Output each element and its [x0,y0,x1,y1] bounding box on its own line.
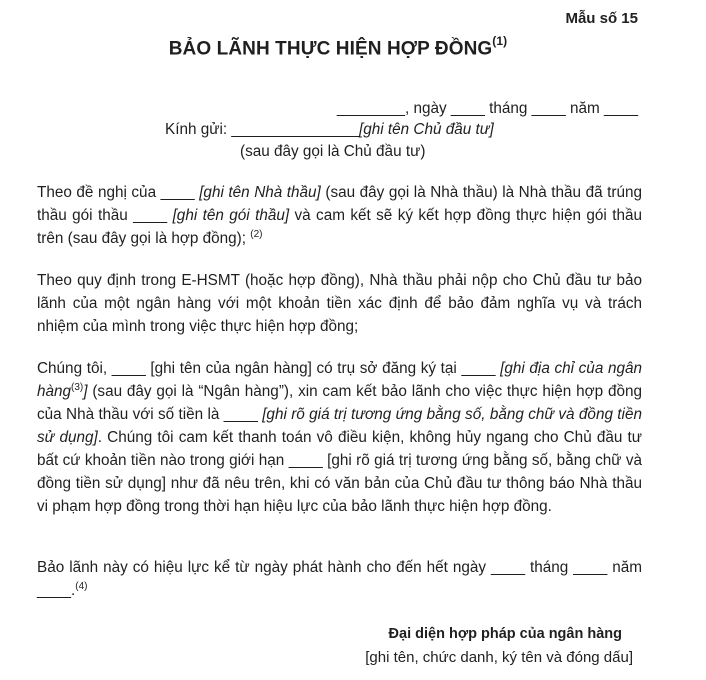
para1-text-2: (sau đây gọi là Nhà thầu) là Nhà thầu đã trúng thầu gói thầu ____ [37,184,642,224]
addressee-blank: _______________ [231,121,359,138]
addressee-placeholder: [ghi tên Chủ đầu tư] [359,121,494,138]
para3-text-1: Chúng tôi, ____ [ghi tên của ngân hàng] có trụ sở đăng ký tại ____ [37,360,501,377]
footnote-ref-3: (3) [71,381,84,393]
addressee-alias: (sau đây gọi là Chủ đầu tư) [240,143,426,160]
paragraph-request [37,181,642,250]
date-line: ________, ngày ____ tháng ____ năm ____ [336,100,638,117]
paragraph-commitment [37,357,642,518]
para4-text: Bảo lãnh này có hiệu lực kể từ ngày phát hành cho đến hết ngày ____ tháng ____ năm ____. [37,559,642,599]
package-name-placeholder: [ghi tên gói thầu] [172,207,290,224]
bank-address-placeholder: [ghi địa chỉ của ngân hàng [37,360,642,400]
title-text: BẢO LÃNH THỰC HIỆN HỢP ĐỒNG [168,38,493,60]
title-footnote-ref: (1) [492,34,508,48]
footnote-ref-4: (4) [75,580,88,592]
document-title [0,36,676,60]
addressee-prefix: Kính gửi: [165,121,232,138]
addressee-line [165,121,494,139]
paragraph-validity [37,556,642,602]
paragraph-regulation: Theo quy định trong E-HSMT (hoặc hợp đồng), Nhà thầu phải nộp cho Chủ đầu tư bảo lãnh của một ngân hàng với một khoản tiền xác định để bảo đảm nghĩa vụ và trách nhiệm của mình trong việc thực hiện hợp đồng; [37,272,642,335]
para3-text-2: (sau đây gọi là “Ngân hàng”), xin cam kết bảo lãnh cho việc thực hiện hợp đồng của Nhà thầu với số tiền là ____ [37,383,642,423]
para3-text-3: . Chúng tôi cam kết thanh toán vô điều kiện, không hủy ngang cho Chủ đầu tư bất cứ khoản tiền nào trong giới hạn ____ [ghi rõ giá trị tương ứng bằng số, bằng chữ và đồng tiền sử dụng] như đã nêu trên, khi có văn bản của Chủ đầu tư thông báo Nhà thầu vi phạm hợp đồng trong thời hạn hiệu lực của bảo lãnh thực hiện hợp đồng. [37,429,643,515]
para1-text-3: và cam kết sẽ ký kết hợp đồng thực hiện gói thầu trên (sau đây gọi là hợp đồng); [37,207,642,247]
footnote-ref-2: (2) [250,228,263,240]
signature-title: Đại diện hợp pháp của ngân hàng [388,626,622,642]
form-number: Mẫu số 15 [565,10,638,27]
para1-text-1: Theo đề nghị của ____ [37,184,200,201]
signature-instruction: [ghi tên, chức danh, ký tên và đóng dấu] [365,649,633,666]
bank-address-placeholder-end: ] [83,383,88,400]
amount-placeholder: [ghi rõ giá trị tương ứng bằng số, bằng chữ và đồng tiền sử dụng] [37,406,642,446]
contractor-name-placeholder: [ghi tên Nhà thầu] [199,184,321,201]
